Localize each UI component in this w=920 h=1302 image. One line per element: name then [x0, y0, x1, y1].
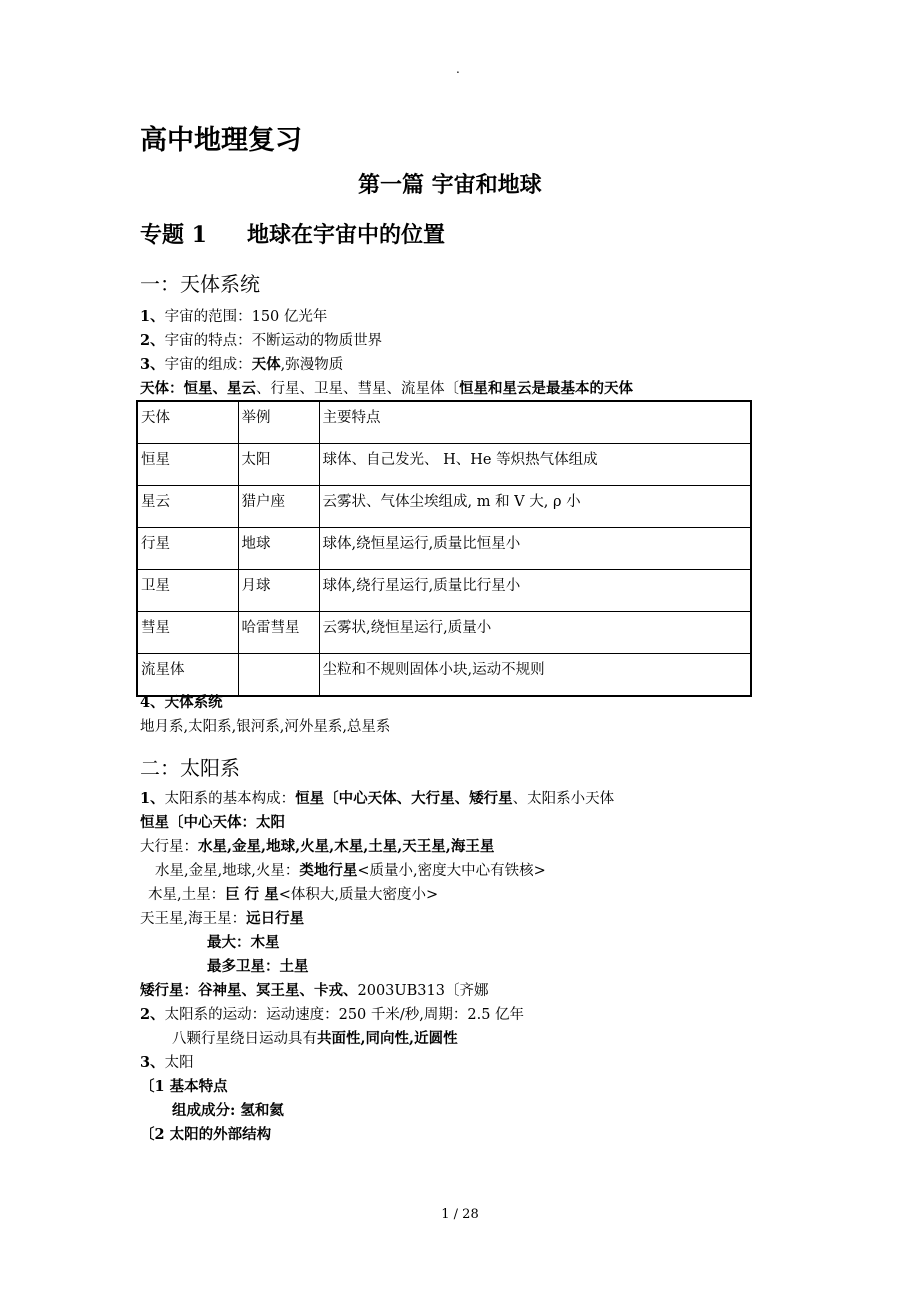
topic-name: 地球在宇宙中的位置 — [246, 222, 445, 248]
table-header-row — [137, 401, 751, 444]
table-cell: 云雾状、气体尘埃组成, m 和 V 大, ρ 小 — [319, 486, 751, 528]
table-cell: 球体、自己发光、 H、He 等炽热气体组成 — [319, 444, 751, 486]
table-cell: 星云 — [137, 486, 238, 528]
table-row — [137, 444, 751, 486]
solar-line-10: 2、太阳系的运动：运动速度：250 千米/秒,周期：2.5 亿年 — [140, 1006, 525, 1023]
solar-line-14: 组成成分: 氢和氦 — [172, 1102, 284, 1119]
solar-line-15: 〔2 太阳的外部结构 — [140, 1126, 272, 1143]
topic-number: 专题 1 — [140, 222, 207, 248]
table-row — [137, 570, 751, 612]
table-cell: 地球 — [238, 528, 319, 570]
table-cell: 太阳 — [238, 444, 319, 486]
solar-line-6: 天王星,海王星：远日行星 — [140, 910, 305, 927]
section1-heading: 一：天体系统 — [140, 272, 260, 296]
topic-heading — [140, 218, 445, 249]
table-cell: 猎户座 — [238, 486, 319, 528]
solar-line-4: 水星,金星,地球,火星：类地行星<质量小,密度大中心有铁核> — [155, 862, 546, 879]
table-row — [137, 528, 751, 570]
celestial-intro: 天体：恒星、星云、行星、卫星、彗星、流星体〔恒星和星云是最基本的天体 — [140, 380, 633, 397]
table-cell: 哈雷彗星 — [238, 612, 319, 654]
table-header-cell: 主要特点 — [319, 401, 751, 444]
solar-line-13: 〔1 基本特点 — [140, 1078, 228, 1095]
table-cell: 云雾状,绕恒星运行,质量小 — [319, 612, 751, 654]
section1-item-2: 2、宇宙的特点：不断运动的物质世界 — [140, 332, 383, 349]
solar-line-3: 大行星：水星,金星,地球,火星,木星,土星,天王星,海王星 — [140, 838, 495, 855]
table-cell: 流星体 — [137, 654, 238, 697]
table-cell: 尘粒和不规则固体小块,运动不规则 — [319, 654, 751, 697]
page-number: 1 / 28 — [441, 1207, 479, 1222]
celestial-table — [136, 400, 752, 697]
table-header-cell: 举例 — [238, 401, 319, 444]
table-header-cell: 天体 — [137, 401, 238, 444]
solar-line-11: 八颗行星绕日运动具有共面性,同向性,近圆性 — [172, 1030, 458, 1047]
table-cell: 卫星 — [137, 570, 238, 612]
document-title: 高中地理复习 — [140, 125, 302, 156]
table-cell: 行星 — [137, 528, 238, 570]
section1-item-1: 1、宇宙的范围：150 亿光年 — [140, 308, 328, 325]
section1-item-3: 3、宇宙的组成：天体,弥漫物质 — [140, 356, 344, 373]
solar-line-7: 最大：木星 — [207, 934, 280, 951]
solar-line-12: 3、太阳 — [140, 1054, 194, 1071]
table-row — [137, 654, 751, 697]
solar-line-8: 最多卫星：土星 — [207, 958, 309, 975]
table-cell: 恒星 — [137, 444, 238, 486]
table-cell — [238, 654, 319, 697]
solar-line-9: 矮行星：谷神星、冥王星、卡戎、2003UB313〔齐娜 — [140, 982, 489, 999]
solar-line-1: 1、太阳系的基本构成：恒星〔中心天体、大行星、矮行星、太阳系小天体 — [140, 790, 615, 807]
item-4-text: 地月系,太阳系,银河系,河外星系,总星系 — [140, 719, 391, 735]
table-cell: 球体,绕恒星运行,质量比恒星小 — [319, 528, 751, 570]
table-row — [137, 612, 751, 654]
table-cell: 彗星 — [137, 612, 238, 654]
item-4-title: 4、天体系统 — [140, 694, 223, 711]
table-cell: 月球 — [238, 570, 319, 612]
section2-heading: 二：太阳系 — [140, 756, 240, 780]
solar-line-2: 恒星〔中心天体：太阳 — [140, 814, 285, 831]
table-cell: 球体,绕行星运行,质量比行星小 — [319, 570, 751, 612]
solar-line-5: 木星,土星：巨 行 星<体积大,质量大密度小> — [148, 886, 439, 903]
header-mark: . — [456, 62, 460, 76]
table-row — [137, 486, 751, 528]
part-title: 第一篇 宇宙和地球 — [358, 172, 542, 198]
